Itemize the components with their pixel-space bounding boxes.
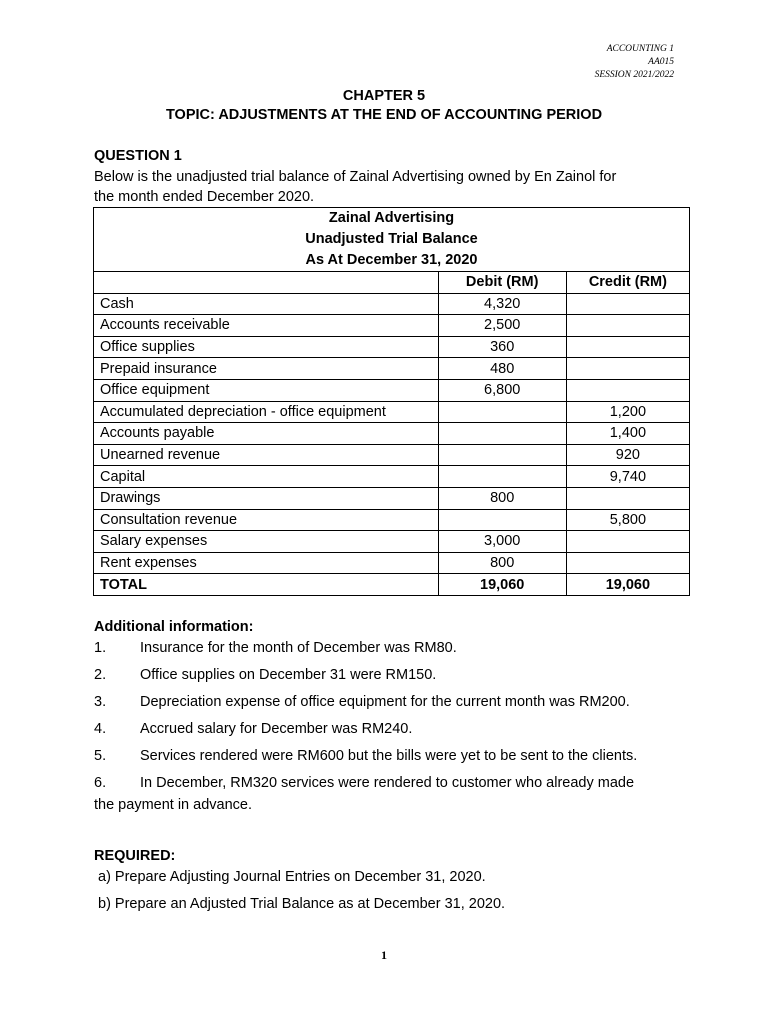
credit-value (566, 379, 689, 401)
account-name: Cash (94, 293, 439, 315)
intro-line-2: the month ended December 2020. (94, 189, 315, 205)
table-title (94, 208, 690, 272)
item-number: 6. (94, 775, 107, 791)
statement-name: Unadjusted Trial Balance (305, 231, 478, 247)
account-name: Office equipment (94, 379, 439, 401)
table-row (94, 315, 690, 337)
account-name: Prepaid insurance (94, 358, 439, 380)
list-item (94, 775, 694, 825)
course-name: ACCOUNTING 1 (606, 44, 674, 54)
debit-value (438, 401, 566, 423)
account-name: Unearned revenue (94, 444, 439, 466)
table-row (94, 293, 690, 315)
question-title: QUESTION 1 (94, 148, 182, 164)
debit-value (438, 466, 566, 488)
credit-value (566, 487, 689, 509)
topic-title: TOPIC: ADJUSTMENTS AT THE END OF ACCOUNTING PERIOD (165, 107, 603, 123)
required-a: a) Prepare Adjusting Journal Entries on December 31, 2020. (98, 869, 486, 885)
item-text-continued: the payment in advance. (94, 797, 252, 813)
additional-info-title: Additional information: (94, 619, 254, 635)
header-debit: Debit (RM) (438, 272, 566, 294)
required-title: REQUIRED: (94, 848, 176, 864)
item-text: Depreciation expense of office equipment for the current month was RM200. (140, 694, 630, 710)
debit-value: 2,500 (438, 315, 566, 337)
credit-value (566, 293, 689, 315)
table-row (94, 466, 690, 488)
item-text: Insurance for the month of December was RM80. (140, 640, 457, 656)
debit-value: 480 (438, 358, 566, 380)
table-header-row (94, 272, 690, 294)
table-row (94, 336, 690, 358)
account-name: Accounts receivable (94, 315, 439, 337)
credit-value (566, 358, 689, 380)
session: SESSION 2021/2022 (594, 70, 674, 80)
list-item (94, 640, 694, 667)
intro-line-1: Below is the unadjusted trial balance of Zainal Advertising owned by En Zainol for (94, 169, 617, 185)
table-row (94, 487, 690, 509)
account-name: Consultation revenue (94, 509, 439, 531)
credit-value (566, 336, 689, 358)
table-row (94, 509, 690, 531)
account-name: Rent expenses (94, 552, 439, 574)
debit-value: 4,320 (438, 293, 566, 315)
debit-value: 6,800 (438, 379, 566, 401)
total-debit: 19,060 (438, 574, 566, 596)
account-name: Salary expenses (94, 531, 439, 553)
table-row (94, 379, 690, 401)
item-number: 5. (94, 748, 107, 764)
table-row (94, 531, 690, 553)
debit-value: 800 (438, 487, 566, 509)
table-row (94, 444, 690, 466)
debit-value: 3,000 (438, 531, 566, 553)
debit-value (438, 444, 566, 466)
item-number: 1. (94, 640, 107, 656)
account-name: Accounts payable (94, 423, 439, 445)
document-header (595, 43, 674, 82)
company-name: Zainal Advertising (328, 210, 455, 226)
chapter-title: CHAPTER 5 (342, 88, 426, 104)
debit-value: 800 (438, 552, 566, 574)
list-item (94, 721, 694, 748)
table-row (94, 552, 690, 574)
statement-date: As At December 31, 2020 (305, 252, 478, 268)
credit-value (566, 552, 689, 574)
table-row (94, 401, 690, 423)
course-code: AA015 (648, 57, 674, 67)
debit-value: 360 (438, 336, 566, 358)
required-b: b) Prepare an Adjusted Trial Balance as at December 31, 2020. (98, 896, 506, 912)
page-number: 1 (381, 948, 387, 962)
item-number: 4. (94, 721, 107, 737)
credit-value (566, 315, 689, 337)
debit-value (438, 423, 566, 445)
total-credit: 19,060 (566, 574, 689, 596)
table-row (94, 423, 690, 445)
question-intro (94, 167, 694, 207)
list-item (94, 748, 694, 775)
credit-value (566, 531, 689, 553)
account-name: Capital (94, 466, 439, 488)
account-name: Accumulated depreciation - office equipment (94, 401, 439, 423)
credit-value: 5,800 (566, 509, 689, 531)
trial-balance-table (93, 207, 690, 596)
account-name: Office supplies (94, 336, 439, 358)
total-label: TOTAL (94, 574, 439, 596)
item-text: Office supplies on December 31 were RM150. (140, 667, 437, 683)
list-item (94, 694, 694, 721)
credit-value: 1,400 (566, 423, 689, 445)
table-row (94, 358, 690, 380)
item-text: In December, RM320 services were rendered to customer who already made (140, 775, 635, 791)
item-number: 2. (94, 667, 107, 683)
debit-value (438, 509, 566, 531)
header-credit: Credit (RM) (566, 272, 689, 294)
item-text: Services rendered were RM600 but the bills were yet to be sent to the clients. (140, 748, 638, 764)
total-row (94, 574, 690, 596)
item-text: Accrued salary for December was RM240. (140, 721, 413, 737)
header-account (94, 272, 439, 294)
table-title-row (94, 208, 690, 272)
credit-value: 920 (566, 444, 689, 466)
additional-info-list (94, 640, 694, 825)
item-number: 3. (94, 694, 107, 710)
credit-value: 1,200 (566, 401, 689, 423)
account-name: Drawings (94, 487, 439, 509)
list-item (94, 667, 694, 694)
credit-value: 9,740 (566, 466, 689, 488)
